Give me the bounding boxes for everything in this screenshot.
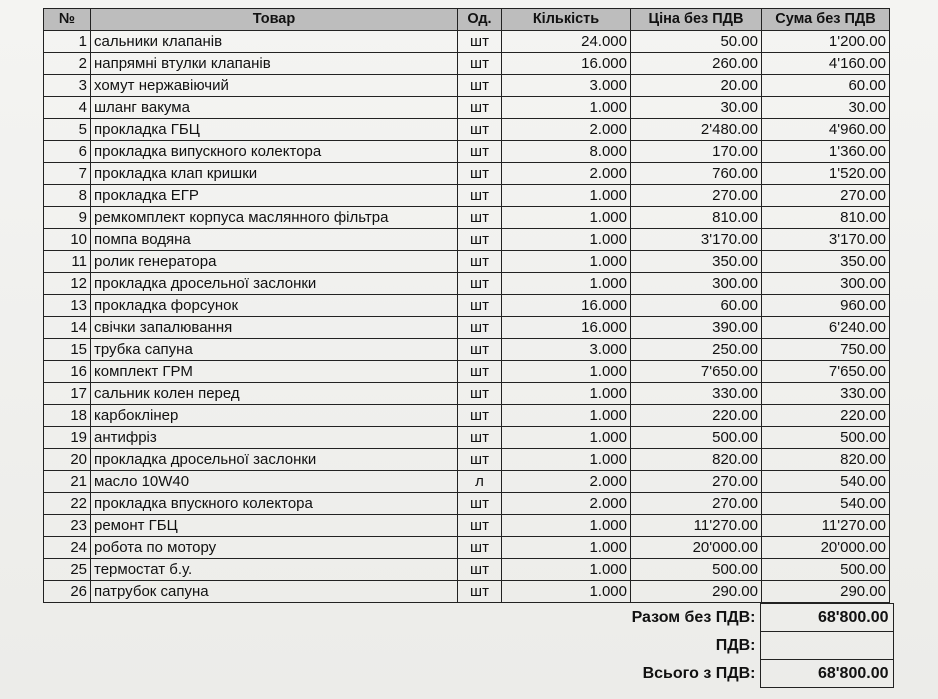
item-name: патрубок сапуна [91,581,458,603]
row-number: 23 [44,515,91,537]
vat-value [760,632,893,660]
item-name: прокладка випускного колектора [91,141,458,163]
item-unit: шт [458,251,502,273]
item-price: 500.00 [631,559,762,581]
row-number: 10 [44,229,91,251]
header-qty: Кількість [502,9,631,31]
item-quantity: 1.000 [502,559,631,581]
item-name: трубка сапуна [91,339,458,361]
item-name: карбоклінер [91,405,458,427]
item-price: 170.00 [631,141,762,163]
item-sum: 500.00 [762,559,890,581]
item-quantity: 2.000 [502,471,631,493]
item-price: 20'000.00 [631,537,762,559]
item-unit: шт [458,581,502,603]
item-quantity: 2.000 [502,163,631,185]
item-sum: 960.00 [762,295,890,317]
item-name: хомут нержавіючий [91,75,458,97]
table-row [44,471,890,493]
item-unit: шт [458,295,502,317]
item-quantity: 1.000 [502,97,631,119]
item-sum: 220.00 [762,405,890,427]
item-name: масло 10W40 [91,471,458,493]
item-unit: шт [458,31,502,53]
item-price: 330.00 [631,383,762,405]
row-number: 1 [44,31,91,53]
item-name: робота по мотору [91,537,458,559]
subtotal-row [562,604,893,632]
subtotal-label: Разом без ПДВ: [631,609,756,626]
item-name: антифріз [91,427,458,449]
item-sum: 330.00 [762,383,890,405]
item-quantity: 3.000 [502,75,631,97]
item-sum: 350.00 [762,251,890,273]
item-unit: л [458,471,502,493]
totals-block [562,603,894,688]
item-sum: 820.00 [762,449,890,471]
table-row [44,405,890,427]
item-price: 760.00 [631,163,762,185]
item-unit: шт [458,515,502,537]
row-number: 4 [44,97,91,119]
row-number: 11 [44,251,91,273]
table-row [44,207,890,229]
item-name: термостат б.у. [91,559,458,581]
item-sum: 1'520.00 [762,163,890,185]
table-row [44,581,890,603]
item-price: 7'650.00 [631,361,762,383]
item-price: 500.00 [631,427,762,449]
row-number: 16 [44,361,91,383]
item-quantity: 1.000 [502,581,631,603]
item-quantity: 16.000 [502,295,631,317]
item-sum: 270.00 [762,185,890,207]
header-price: Ціна без ПДВ [631,9,762,31]
item-quantity: 1.000 [502,185,631,207]
header-item: Товар [91,9,458,31]
item-sum: 4'960.00 [762,119,890,141]
row-number: 8 [44,185,91,207]
table-row [44,427,890,449]
table-row [44,141,890,163]
row-number: 24 [44,537,91,559]
item-quantity: 1.000 [502,449,631,471]
item-unit: шт [458,207,502,229]
item-price: 220.00 [631,405,762,427]
item-name: прокладка ЕГР [91,185,458,207]
item-quantity: 1.000 [502,383,631,405]
table-row [44,75,890,97]
table-row [44,185,890,207]
table-row [44,53,890,75]
item-sum: 4'160.00 [762,53,890,75]
item-price: 820.00 [631,449,762,471]
item-quantity: 1.000 [502,427,631,449]
table-row [44,317,890,339]
item-name: прокладка клап кришки [91,163,458,185]
total-row [562,660,893,688]
item-price: 290.00 [631,581,762,603]
table-row [44,515,890,537]
item-unit: шт [458,163,502,185]
item-price: 270.00 [631,493,762,515]
row-number: 15 [44,339,91,361]
item-price: 270.00 [631,185,762,207]
item-price: 390.00 [631,317,762,339]
table-row [44,449,890,471]
item-price: 11'270.00 [631,515,762,537]
item-name: напрямні втулки клапанів [91,53,458,75]
item-name: ролик генератора [91,251,458,273]
item-sum: 6'240.00 [762,317,890,339]
item-unit: шт [458,273,502,295]
table-row [44,361,890,383]
item-unit: шт [458,559,502,581]
invoice-table [43,8,890,603]
header-unit: Од. [458,9,502,31]
item-name: свічки запалювання [91,317,458,339]
item-price: 30.00 [631,97,762,119]
item-sum: 540.00 [762,493,890,515]
item-unit: шт [458,317,502,339]
item-price: 60.00 [631,295,762,317]
item-name: прокладка дросельної заслонки [91,449,458,471]
table-row [44,251,890,273]
item-sum: 60.00 [762,75,890,97]
item-sum: 20'000.00 [762,537,890,559]
item-unit: шт [458,141,502,163]
vat-label: ПДВ: [715,637,756,654]
item-name: комплект ГРМ [91,361,458,383]
item-quantity: 1.000 [502,537,631,559]
table-row [44,229,890,251]
table-body [44,31,890,603]
item-quantity: 1.000 [502,405,631,427]
item-sum: 1'360.00 [762,141,890,163]
item-name: сальник колен перед [91,383,458,405]
item-name: помпа водяна [91,229,458,251]
row-number: 9 [44,207,91,229]
row-number: 18 [44,405,91,427]
item-unit: шт [458,449,502,471]
item-price: 350.00 [631,251,762,273]
row-number: 6 [44,141,91,163]
item-price: 810.00 [631,207,762,229]
table-row [44,119,890,141]
table-row [44,559,890,581]
row-number: 5 [44,119,91,141]
item-unit: шт [458,185,502,207]
table-row [44,339,890,361]
item-quantity: 16.000 [502,317,631,339]
item-quantity: 2.000 [502,119,631,141]
item-price: 260.00 [631,53,762,75]
row-number: 2 [44,53,91,75]
item-quantity: 8.000 [502,141,631,163]
row-number: 17 [44,383,91,405]
row-number: 13 [44,295,91,317]
table-row [44,97,890,119]
header-sum: Сума без ПДВ [762,9,890,31]
item-quantity: 1.000 [502,229,631,251]
item-unit: шт [458,97,502,119]
total-value: 68'800.00 [760,660,893,688]
row-number: 12 [44,273,91,295]
item-name: прокладка форсунок [91,295,458,317]
item-sum: 540.00 [762,471,890,493]
item-quantity: 1.000 [502,207,631,229]
item-sum: 1'200.00 [762,31,890,53]
row-number: 21 [44,471,91,493]
item-sum: 290.00 [762,581,890,603]
item-sum: 30.00 [762,97,890,119]
item-name: ремонт ГБЦ [91,515,458,537]
item-quantity: 1.000 [502,251,631,273]
row-number: 26 [44,581,91,603]
row-number: 14 [44,317,91,339]
table-row [44,383,890,405]
item-price: 250.00 [631,339,762,361]
item-quantity: 2.000 [502,493,631,515]
item-sum: 11'270.00 [762,515,890,537]
item-unit: шт [458,229,502,251]
item-price: 50.00 [631,31,762,53]
row-number: 7 [44,163,91,185]
header-row [44,9,890,31]
subtotal-value: 68'800.00 [760,604,893,632]
item-unit: шт [458,537,502,559]
item-unit: шт [458,427,502,449]
table-row [44,163,890,185]
item-price: 3'170.00 [631,229,762,251]
item-unit: шт [458,383,502,405]
item-quantity: 16.000 [502,53,631,75]
table-row [44,273,890,295]
item-unit: шт [458,75,502,97]
total-label: Всього з ПДВ: [642,665,756,682]
item-sum: 810.00 [762,207,890,229]
table-row [44,537,890,559]
item-unit: шт [458,493,502,515]
item-name: ремкомплект корпуса маслянного фільтра [91,207,458,229]
item-unit: шт [458,119,502,141]
row-number: 19 [44,427,91,449]
item-sum: 3'170.00 [762,229,890,251]
row-number: 25 [44,559,91,581]
item-unit: шт [458,405,502,427]
table-row [44,493,890,515]
item-sum: 750.00 [762,339,890,361]
item-sum: 500.00 [762,427,890,449]
item-quantity: 1.000 [502,273,631,295]
item-price: 270.00 [631,471,762,493]
item-unit: шт [458,361,502,383]
item-quantity: 24.000 [502,31,631,53]
item-quantity: 3.000 [502,339,631,361]
item-quantity: 1.000 [502,515,631,537]
item-unit: шт [458,339,502,361]
item-price: 20.00 [631,75,762,97]
table-row [44,31,890,53]
item-price: 2'480.00 [631,119,762,141]
item-name: шланг вакума [91,97,458,119]
row-number: 22 [44,493,91,515]
item-unit: шт [458,53,502,75]
header-num: № [44,9,91,31]
item-name: прокладка дросельної заслонки [91,273,458,295]
row-number: 3 [44,75,91,97]
item-sum: 7'650.00 [762,361,890,383]
item-name: прокладка впускного колектора [91,493,458,515]
item-price: 300.00 [631,273,762,295]
item-quantity: 1.000 [502,361,631,383]
vat-row [562,632,893,660]
row-number: 20 [44,449,91,471]
item-sum: 300.00 [762,273,890,295]
item-name: прокладка ГБЦ [91,119,458,141]
item-name: сальники клапанів [91,31,458,53]
table-row [44,295,890,317]
